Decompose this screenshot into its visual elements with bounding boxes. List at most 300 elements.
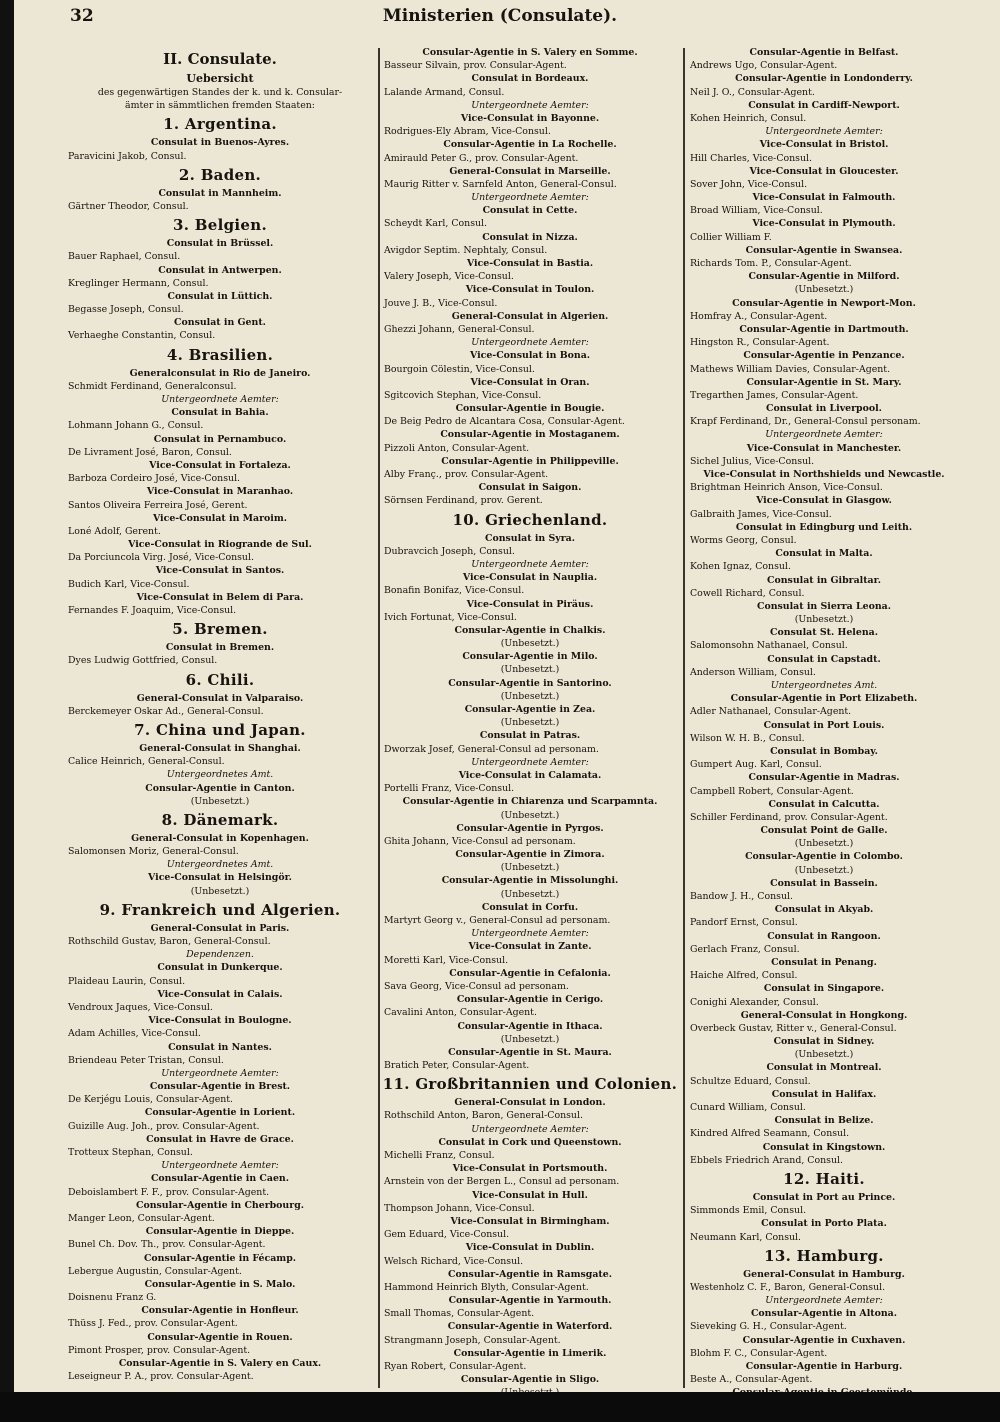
office-heading: Consular-Agentie in Cuxhaven. — [742, 1334, 906, 1346]
office-heading: Consulat in Pernambuco. — [153, 433, 287, 445]
office-heading: Vice-Consulat in Zante. — [468, 941, 592, 953]
country-heading: 11. Großbritannien und Colonien. — [382, 1075, 678, 1094]
person-entry: Mathews William Davies, Consular-Agent. — [690, 363, 891, 375]
office-heading: General-Consulat in Kopenhagen. — [131, 832, 309, 844]
office-heading: Consulat in Brüssel. — [166, 238, 274, 250]
office-heading: Vice-Consulat in Calamata. — [458, 769, 602, 781]
person-entry: Briendeau Peter Tristan, Consul. — [68, 1054, 224, 1066]
person-entry: Broad William, Vice-Consul. — [690, 205, 823, 217]
column-2 — [380, 46, 680, 1400]
office-heading: Consular-Agentie in S. Valery en Somme. — [422, 47, 638, 58]
office-heading: Consulat in Havre de Grace. — [146, 1133, 294, 1145]
subordinate-note: Untergeordnete Aemter: — [161, 1160, 279, 1172]
page-number: 32 — [70, 6, 94, 26]
person-entry: Sover John, Vice-Consul. — [690, 178, 808, 190]
person-entry: Vendroux Jaques, Vice-Consul. — [68, 1001, 213, 1013]
office-heading: Consulat in Akyab. — [774, 904, 874, 916]
office-heading: Consulat in Gibraltar. — [767, 574, 881, 586]
office-heading: Vice-Consulat in Hull. — [472, 1189, 588, 1201]
person-entry: Beste A., Consular-Agent. — [690, 1374, 813, 1386]
office-heading: Vice-Consulat in Maroim. — [152, 512, 288, 524]
subordinate-note: Untergeordnetes Amt. — [770, 680, 878, 691]
person-entry: Pandorf Ernst, Consul. — [690, 917, 798, 929]
person-entry: Ghita Johann, Vice-Consul ad personam. — [384, 835, 576, 847]
person-entry: Doisnenu Franz G. — [68, 1292, 157, 1304]
person-entry: Brightman Heinrich Anson, Vice-Consul. — [690, 482, 883, 494]
office-heading: Consulat in Cardiff-Newport. — [748, 99, 900, 111]
person-entry: Gerlach Franz, Consul. — [690, 943, 800, 955]
office-heading: Vice-Consulat in Manchester. — [746, 442, 902, 454]
office-heading: Vice-Consulat in Riogrande de Sul. — [128, 539, 312, 551]
person-entry: Gumpert Aug. Karl, Consul. — [690, 759, 822, 771]
office-heading: Consular-Agentie in Newport-Mon. — [732, 297, 916, 309]
person-entry: Cowell Richard, Consul. — [690, 587, 805, 599]
person-entry: Arnstein von der Bergen L., Consul ad personam. — [384, 1176, 620, 1188]
person-entry: Thüss J. Fed., prov. Consular-Agent. — [68, 1318, 238, 1330]
office-heading: Consular-Agentie in Swansea. — [745, 244, 903, 256]
office-heading: Consular-Agentie in Pyrgos. — [456, 822, 604, 834]
office-heading: Consulat in Capstadt. — [767, 653, 881, 665]
subordinate-note: Untergeordnete Aemter: — [471, 192, 589, 204]
vacancy-note: (Unbesetzt.) — [794, 838, 854, 850]
office-heading: Consular-Agentie in S. Malo. — [144, 1278, 296, 1290]
office-heading: Consulat in Lüttich. — [167, 290, 273, 302]
office-heading: Vice-Consulat in Boulogne. — [148, 1015, 292, 1027]
person-entry: Salomonsen Moriz, General-Consul. — [68, 846, 239, 858]
office-heading: Consulat in Port au Prince. — [752, 1191, 896, 1203]
office-heading: Consulat in Rangoon. — [767, 930, 881, 942]
vacancy-note: (Unbesetzt.) — [794, 284, 854, 296]
office-heading: Consulat Point de Galle. — [760, 825, 888, 837]
person-entry: Sgitcovich Stephan, Vice-Consul. — [384, 389, 542, 401]
office-heading: Consular-Agentie in Cefalonia. — [449, 967, 611, 979]
person-entry: Rothschild Anton, Baron, General-Consul. — [384, 1110, 583, 1122]
person-entry: Campbell Robert, Consular-Agent. — [690, 785, 854, 797]
vacancy-note: (Unbesetzt.) — [500, 862, 560, 874]
person-entry: Dworzak Josef, General-Consul ad personam. — [384, 743, 599, 755]
office-heading: Consulat in Bordeaux. — [471, 73, 589, 85]
person-entry: Ebbels Friedrich Arand, Consul. — [690, 1154, 843, 1166]
office-heading: Consulat St. Helena. — [770, 627, 878, 639]
person-entry: Bunel Ch. Dov. Th., prov. Consular-Agent. — [68, 1239, 266, 1251]
office-heading: General-Consulat in Shanghai. — [139, 742, 301, 754]
office-heading: Vice-Consulat in Bona. — [469, 350, 591, 362]
office-heading: Consular-Agentie in Canton. — [145, 782, 295, 794]
scan-border-bottom — [0, 1392, 1000, 1422]
office-heading: Vice-Consulat in Plymouth. — [752, 218, 896, 230]
person-entry: Loné Adolf, Gerent. — [68, 525, 161, 537]
office-heading: Consular-Agentie in Port Elizabeth. — [730, 693, 918, 705]
office-heading: Vice-Consulat in Falmouth. — [752, 192, 896, 204]
person-entry: Andrews Ugo, Consular-Agent. — [690, 60, 838, 72]
country-heading: 9. Frankreich und Algerien. — [99, 900, 341, 919]
office-heading: Consular-Agentie in Belfast. — [749, 47, 899, 58]
person-entry: Valery Joseph, Vice-Consul. — [384, 271, 514, 283]
subordinate-note: Untergeordnete Aemter: — [765, 1295, 883, 1307]
person-entry: De Beig Pedro de Alcantara Cosa, Consular-Agent. — [384, 416, 625, 428]
person-entry: Pimont Prosper, prov. Consular-Agent. — [68, 1344, 251, 1356]
vacancy-note: (Unbesetzt.) — [500, 717, 560, 729]
person-entry: Wilson W. H. B., Consul. — [690, 732, 805, 744]
person-entry: Conighi Alexander, Consul. — [690, 996, 819, 1008]
office-heading: Consulat in Sidney. — [773, 1036, 875, 1048]
person-entry: Bandow J. H., Consul. — [690, 891, 793, 902]
office-heading: Consular-Agentie in S. Valery en Caux. — [118, 1358, 322, 1369]
person-entry: Martyrt Georg v., General-Consul ad personam. — [384, 915, 611, 926]
office-heading: Vice-Consulat in Calais. — [157, 988, 283, 1000]
person-entry: Tregarthen James, Consular-Agent. — [690, 389, 859, 401]
subordinate-note: Untergeordnete Aemter: — [161, 394, 279, 405]
person-entry: Trotteux Stephan, Consul. — [68, 1147, 193, 1158]
office-heading: Consular-Agentie in Chiarenza und Scarpamnta. — [402, 796, 658, 808]
person-entry: Fernandes F. Joaquim, Vice-Consul. — [68, 605, 237, 616]
person-entry: Westenholz C. F., Baron, General-Consul. — [690, 1281, 886, 1293]
office-heading: Consulat in Bremen. — [165, 642, 275, 654]
office-heading: Consular-Agentie in Penzance. — [743, 350, 905, 362]
person-entry: Kindred Alfred Seamann, Consul. — [690, 1128, 850, 1140]
office-heading: Consular-Agentie in Zea. — [464, 704, 596, 715]
office-heading: Consular-Agentie in Colombo. — [745, 851, 903, 863]
column-1 — [64, 46, 376, 1383]
person-entry: Maurig Ritter v. Sarnfeld Anton, General-Consul. — [384, 178, 617, 190]
subordinate-note: Untergeordnete Aemter: — [471, 337, 589, 349]
office-heading: Consulat in Dunkerque. — [157, 962, 283, 974]
person-entry: Lohmann Johann G., Consul. — [68, 420, 204, 432]
office-heading: Consulat in Halifax. — [771, 1088, 877, 1100]
office-heading: Vice-Consulat in Oran. — [470, 376, 590, 388]
vacancy-note: (Unbesetzt.) — [500, 638, 560, 650]
office-heading: Consular-Agentie in Dieppe. — [145, 1226, 295, 1238]
person-entry: De Kerjégu Louis, Consular-Agent. — [68, 1094, 234, 1106]
country-heading: 13. Hamburg. — [764, 1246, 884, 1265]
office-heading: Consulat in Porto Plata. — [761, 1218, 887, 1230]
person-entry: Homfray A., Consular-Agent. — [690, 310, 828, 322]
person-entry: Small Thomas, Consular-Agent. — [384, 1308, 535, 1320]
office-heading: Consulat in Edingburg und Leith. — [735, 521, 913, 533]
office-heading: Consular-Agentie in Limerik. — [453, 1347, 607, 1359]
country-heading: 10. Griechenland. — [452, 510, 608, 529]
office-heading: Consular-Agentie in Zimora. — [455, 849, 605, 861]
person-entry: Cavalini Anton, Consular-Agent. — [384, 1007, 537, 1019]
office-heading: Consular-Agentie in La Rochelle. — [443, 139, 617, 151]
person-entry: Sörnsen Ferdinand, prov. Gerent. — [384, 495, 543, 507]
subordinate-note: Untergeordnete Aemter: — [471, 756, 589, 768]
person-entry: Basseur Silvain, prov. Consular-Agent. — [384, 60, 567, 72]
office-heading: Consulat in Montreal. — [766, 1062, 882, 1074]
person-entry: Scheydt Karl, Consul. — [384, 218, 488, 230]
office-heading: Consulat in Saigon. — [478, 482, 582, 494]
vacancy-note: (Unbesetzt.) — [794, 1049, 854, 1061]
vacancy-note: (Unbesetzt.) — [500, 664, 560, 676]
person-entry: De Livrament José, Baron, Consul. — [68, 446, 232, 458]
person-entry: Portelli Franz, Vice-Consul. — [384, 783, 515, 795]
person-entry: Rodrigues-Ely Abram, Vice-Consul. — [384, 126, 551, 138]
section-subtitle: Uebersicht — [186, 72, 254, 85]
office-heading: Consular-Agentie in Chalkis. — [454, 624, 606, 636]
person-entry: Deboislambert F. F., prov. Consular-Agent. — [68, 1186, 270, 1198]
office-heading: Consular-Agentie in Caen. — [150, 1173, 290, 1185]
office-heading: Vice-Consulat in Glasgow. — [756, 495, 892, 507]
office-heading: Consulat in Port Louis. — [763, 719, 885, 731]
person-entry: Guizille Aug. Joh., prov. Consular-Agent. — [68, 1120, 260, 1132]
person-entry: Kreglinger Hermann, Consul. — [68, 277, 209, 289]
office-heading: Consulat in Mannheim. — [158, 187, 282, 199]
office-heading: Consular-Agentie in Ithaca. — [457, 1020, 603, 1032]
person-entry: Gem Eduard, Vice-Consul. — [384, 1229, 510, 1241]
office-heading: Consular-Agentie in Yarmouth. — [448, 1295, 612, 1307]
office-heading: Consular-Agentie in Dartmouth. — [739, 323, 909, 335]
vacancy-note: (Unbesetzt.) — [794, 864, 854, 876]
person-entry: Sieveking G. H., Consular-Agent. — [690, 1321, 847, 1333]
person-entry: Da Porciuncola Virg. José, Vice-Consul. — [68, 552, 254, 564]
person-entry: Worms Georg, Consul. — [690, 534, 797, 546]
subordinate-note: Untergeordnete Aemter: — [471, 99, 589, 111]
person-entry: Plaideau Laurin, Consul. — [68, 975, 186, 987]
person-entry: Ghezzi Johann, General-Consul. — [384, 323, 535, 335]
office-heading: Consulat in Patras. — [479, 730, 581, 742]
office-heading: Vice-Consulat in Northshields und Newcastle. — [703, 469, 945, 480]
office-heading: Vice-Consulat in Bayonne. — [460, 112, 600, 124]
office-heading: Consular-Agentie in Santorino. — [448, 677, 612, 689]
vacancy-note: (Unbesetzt.) — [190, 795, 250, 807]
person-entry: Neumann Karl, Consul. — [690, 1231, 802, 1243]
subordinate-note: Untergeordnete Aemter: — [765, 429, 883, 441]
country-heading: 8. Dänemark. — [161, 810, 279, 829]
office-heading: Consular-Agentie in Milo. — [462, 651, 598, 663]
office-heading: Consular-Agentie in Milford. — [748, 271, 900, 283]
vacancy-note: (Unbesetzt.) — [794, 614, 854, 626]
office-heading: Consular-Agentie in Lorient. — [144, 1107, 296, 1119]
person-entry: Cunard William, Consul. — [690, 1102, 806, 1113]
office-heading: Consular-Agentie in Rouen. — [147, 1331, 293, 1343]
office-heading: Consulat in Belize. — [774, 1115, 874, 1127]
office-heading: Consulat in Malta. — [775, 548, 873, 560]
vacancy-note: (Unbesetzt.) — [500, 809, 560, 821]
office-heading: Consulat in Syra. — [485, 532, 575, 544]
person-entry: Simmonds Emil, Consul. — [690, 1205, 807, 1217]
person-entry: Anderson William, Consul. — [690, 666, 816, 678]
office-heading: General-Consulat in Marseille. — [449, 165, 611, 177]
office-heading: Consular-Agentie in St. Maura. — [448, 1046, 612, 1058]
country-heading: 5. Bremen. — [172, 620, 268, 639]
office-heading: Consulat in Gent. — [174, 317, 266, 329]
person-entry: Salomonsohn Nathanael, Consul. — [690, 640, 848, 652]
country-heading: 7. China und Japan. — [134, 720, 306, 739]
office-heading: Consulat in Sierra Leona. — [757, 600, 891, 612]
office-heading: Vice-Consulat in Toulon. — [465, 284, 595, 296]
office-heading: Consulat in Bombay. — [770, 745, 878, 757]
person-entry: Gärtner Theodor, Consul. — [68, 200, 189, 212]
office-heading: Consular-Agentie in Sligo. — [460, 1374, 600, 1386]
person-entry: Hammond Heinrich Blyth, Consular-Agent. — [384, 1281, 589, 1293]
office-heading: Consular-Agentie in Brest. — [149, 1081, 291, 1093]
country-heading: 6. Chili. — [185, 670, 255, 689]
running-header: Ministerien (Consulate). — [382, 6, 618, 26]
person-entry: Adler Nathanael, Consular-Agent. — [690, 706, 852, 718]
office-heading: Vice-Consulat in Birmingham. — [450, 1215, 610, 1227]
office-heading: Consular-Agentie in Honfleur. — [141, 1305, 299, 1317]
office-heading: Consulat in Liverpool. — [766, 403, 882, 415]
person-entry: Leseigneur P. A., prov. Consular-Agent. — [68, 1371, 254, 1383]
office-heading: Consulat in Singapore. — [763, 983, 885, 995]
person-entry: Ivich Fortunat, Vice-Consul. — [384, 611, 517, 623]
subordinate-note: Dependenzen. — [186, 949, 254, 961]
country-heading: 2. Baden. — [178, 165, 262, 184]
office-heading: Consulat in Nantes. — [168, 1041, 272, 1053]
office-heading: Vice-Consulat in Nauplia. — [462, 572, 598, 584]
office-heading: Consular-Agentie in Cerigo. — [456, 994, 604, 1006]
column-rule-2 — [683, 48, 685, 1388]
office-heading: Consulat in Penang. — [771, 956, 877, 968]
office-heading: Consulat in Nizza. — [482, 231, 578, 243]
person-entry: Barboza Cordeiro José, Vice-Consul. — [68, 473, 241, 485]
country-heading: 4. Brasilien. — [166, 345, 274, 364]
person-entry: Thompson Johann, Vice-Consul. — [384, 1202, 535, 1214]
person-entry: Alby Franç., prov. Consular-Agent. — [384, 469, 549, 480]
office-heading: Vice-Consulat in Dublin. — [465, 1242, 595, 1254]
section-title: II. Consulate. — [163, 50, 277, 68]
office-heading: General-Consulat in Valparaiso. — [136, 692, 304, 704]
office-heading: Consular-Agentie in St. Mary. — [746, 376, 902, 388]
office-heading: Vice-Consulat in Bristol. — [759, 139, 889, 151]
country-heading: 1. Argentina. — [163, 115, 277, 134]
person-entry: Bourgoin Cölestin, Vice-Consul. — [384, 363, 535, 375]
subordinate-note: Untergeordnete Aemter: — [765, 126, 883, 138]
person-entry: Blohm F. C., Consular-Agent. — [690, 1347, 828, 1359]
person-entry: Jouve J. B., Vice-Consul. — [384, 297, 498, 309]
office-heading: General-Consulat in Hamburg. — [743, 1268, 905, 1280]
subordinate-note: Untergeordnete Aemter: — [471, 558, 589, 570]
office-heading: Consular-Agentie in Philippeville. — [441, 455, 619, 467]
person-entry: Rothschild Gustav, Baron, General-Consul. — [68, 936, 271, 947]
person-entry: Budich Karl, Vice-Consul. — [68, 578, 190, 590]
person-entry: Hill Charles, Vice-Consul. — [690, 152, 813, 164]
person-entry: Sava Georg, Vice-Consul ad personam. — [384, 980, 569, 992]
office-heading: Vice-Consulat in Maranhao. — [146, 486, 294, 498]
office-heading: General-Consulat in Hongkong. — [740, 1009, 908, 1021]
office-heading: Consulat in Cette. — [482, 205, 578, 217]
office-heading: Consulat in Corfu. — [481, 901, 579, 913]
office-heading: Consular-Agentie in Altona. — [750, 1308, 898, 1320]
person-entry: Calice Heinrich, General-Consul. — [68, 756, 225, 768]
vacancy-note: (Unbesetzt.) — [500, 888, 560, 900]
office-heading: Vice-Consulat in Portsmouth. — [452, 1163, 608, 1175]
office-heading: Vice-Consulat in Belem di Para. — [136, 591, 304, 603]
office-heading: Consular-Agentie in Cherbourg. — [135, 1199, 305, 1211]
person-entry: Santos Oliveira Ferreira José, Gerent. — [68, 499, 248, 511]
office-heading: Generalconsulat in Rio de Janeiro. — [129, 367, 311, 379]
person-entry: Welsch Richard, Vice-Consul. — [384, 1255, 524, 1267]
person-entry: Bauer Raphael, Consul. — [68, 251, 181, 263]
person-entry: Richards Tom. P., Consular-Agent. — [690, 258, 852, 269]
person-entry: Overbeck Gustav, Ritter v., General-Consul. — [690, 1022, 897, 1034]
person-entry: Neil J. O., Consular-Agent. — [690, 86, 815, 98]
office-heading: Consular-Agentie in Londonderry. — [735, 73, 913, 85]
person-entry: Haiche Alfred, Consul. — [690, 970, 798, 982]
person-entry: Kohen Ignaz, Consul. — [690, 561, 791, 573]
scan-border-left — [0, 0, 14, 1422]
person-entry: Michelli Franz, Consul. — [384, 1150, 495, 1161]
person-entry: Galbraith James, Vice-Consul. — [690, 508, 832, 520]
office-heading: Consulat in Antwerpen. — [158, 264, 282, 276]
person-entry: Schiller Ferdinand, prov. Consular-Agent. — [690, 811, 888, 823]
person-entry: Kohen Heinrich, Consul. — [690, 112, 807, 124]
person-entry: Bonafin Bonifaz, Vice-Consul. — [384, 585, 525, 597]
person-entry: Collier William F. — [690, 231, 772, 243]
person-entry: Paravicini Jakob, Consul. — [68, 150, 187, 162]
person-entry: Schultze Eduard, Consul. — [690, 1075, 811, 1087]
person-entry: Schmidt Ferdinand, Generalconsul. — [68, 380, 237, 392]
vacancy-note: (Unbesetzt.) — [500, 1033, 560, 1045]
subordinate-note: Untergeordnetes Amt. — [166, 859, 274, 871]
person-entry: Lebergue Augustin, Consular-Agent. — [68, 1265, 242, 1277]
vacancy-note: (Unbesetzt.) — [500, 690, 560, 702]
office-heading: Consular-Agentie in Ramsgate. — [448, 1268, 612, 1280]
office-heading: Consular-Agentie in Missolunghi. — [441, 875, 619, 887]
person-entry: Avigdor Septim. Nephtaly, Consul. — [384, 244, 548, 256]
office-heading: Consulat in Bahia. — [171, 407, 269, 419]
office-heading: Vice-Consulat in Helsingör. — [148, 872, 292, 884]
office-heading: General-Consulat in London. — [454, 1097, 606, 1109]
person-entry: Strangmann Joseph, Consular-Agent. — [384, 1334, 561, 1346]
person-entry: Krapf Ferdinand, Dr., General-Consul personam. — [690, 416, 921, 428]
office-heading: Vice-Consulat in Bastia. — [466, 258, 594, 269]
office-heading: General-Consulat in Algerien. — [451, 310, 609, 322]
person-entry: Moretti Karl, Vice-Consul. — [384, 954, 509, 966]
office-heading: Consular-Agentie in Bougie. — [455, 403, 605, 415]
office-heading: Vice-Consulat in Fortaleza. — [149, 459, 291, 471]
person-entry: Ryan Robert, Consular-Agent. — [384, 1361, 527, 1372]
intro-text: ämter in sämmtlichen fremden Staaten: — [125, 100, 315, 112]
person-entry: Bratich Peter, Consular-Agent. — [384, 1060, 530, 1072]
person-entry: Amirauld Peter G., prov. Consular-Agent. — [384, 152, 579, 164]
person-entry: Verhaeghe Constantin, Consul. — [68, 330, 216, 342]
person-entry: Dyes Ludwig Gottfried, Consul. — [68, 655, 218, 667]
column-3 — [686, 46, 962, 1413]
vacancy-note: (Unbesetzt.) — [190, 885, 250, 897]
office-heading: Vice-Consulat in Santos. — [155, 565, 285, 577]
subordinate-note: Untergeordnete Aemter: — [471, 1123, 589, 1135]
country-heading: 3. Belgien. — [173, 216, 267, 235]
person-entry: Sichel Julius, Vice-Consul. — [690, 455, 815, 467]
person-entry: Lalande Armand, Consul. — [384, 86, 505, 98]
office-heading: Consular-Agentie in Fécamp. — [143, 1252, 297, 1264]
office-heading: Consulat in Kingstown. — [762, 1141, 886, 1153]
office-heading: Consular-Agentie in Mostaganem. — [440, 429, 620, 441]
country-heading: 12. Haiti. — [783, 1169, 865, 1188]
office-heading: Consular-Agentie in Madras. — [748, 772, 900, 784]
subordinate-note: Untergeordnetes Amt. — [166, 769, 274, 781]
person-entry: Hingston R., Consular-Agent. — [690, 337, 830, 349]
subordinate-note: Untergeordnete Aemter: — [161, 1067, 279, 1079]
office-heading: Consular-Agentie in Harburg. — [745, 1361, 903, 1372]
intro-text: des gegenwärtigen Standes der k. und k. Consular- — [97, 87, 343, 98]
person-entry: Pizzoli Anton, Consular-Agent. — [384, 442, 530, 454]
person-entry: Berckemeyer Oskar Ad., General-Consul. — [68, 705, 264, 717]
person-entry: Manger Leon, Consular-Agent. — [68, 1212, 215, 1224]
office-heading: Consulat in Bassein. — [770, 877, 878, 889]
office-heading: Consulat in Cork und Queenstown. — [438, 1136, 622, 1148]
office-heading: Vice-Consulat in Piräus. — [466, 598, 594, 610]
person-entry: Dubravcich Joseph, Consul. — [384, 545, 515, 557]
office-heading: Consulat in Calcutta. — [768, 798, 880, 810]
person-entry: Adam Achilles, Vice-Consul. — [68, 1028, 201, 1040]
office-heading: Consular-Agentie in Waterford. — [447, 1321, 613, 1333]
person-entry: Begasse Joseph, Consul. — [68, 304, 184, 316]
subordinate-note: Untergeordnete Aemter: — [471, 928, 589, 940]
office-heading: Consulat in Buenos-Ayres. — [150, 137, 290, 149]
office-heading: General-Consulat in Paris. — [150, 922, 290, 934]
